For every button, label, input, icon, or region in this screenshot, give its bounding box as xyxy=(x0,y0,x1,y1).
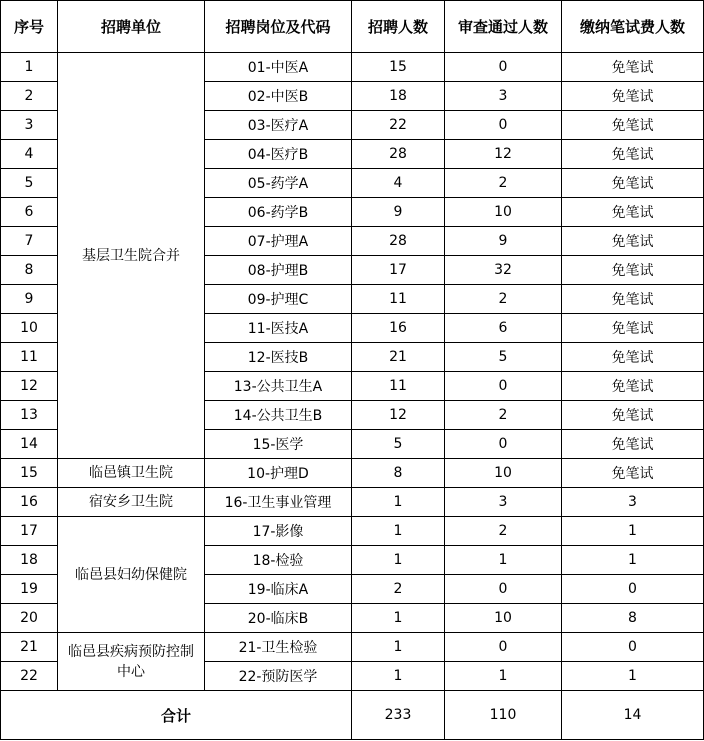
row-number: 18 xyxy=(1,546,58,575)
recruit-count: 1 xyxy=(352,633,445,662)
post-cell: 12-医技B xyxy=(205,343,352,372)
post-cell: 13-公共卫生A xyxy=(205,372,352,401)
post-cell: 08-护理B xyxy=(205,256,352,285)
post-cell: 20-临床B xyxy=(205,604,352,633)
recruit-count: 5 xyxy=(352,430,445,459)
fee-count: 免笔试 xyxy=(562,285,704,314)
fee-count: 1 xyxy=(562,546,704,575)
passed-count: 2 xyxy=(445,285,562,314)
total-label: 合计 xyxy=(1,691,352,740)
post-cell: 07-护理A xyxy=(205,227,352,256)
post-cell: 15-医学 xyxy=(205,430,352,459)
row-number: 21 xyxy=(1,633,58,662)
total-passed: 110 xyxy=(445,691,562,740)
table-body xyxy=(1,53,704,740)
recruit-count: 1 xyxy=(352,488,445,517)
fee-count: 免笔试 xyxy=(562,372,704,401)
row-number: 17 xyxy=(1,517,58,546)
row-number: 13 xyxy=(1,401,58,430)
fee-count: 免笔试 xyxy=(562,82,704,111)
row-number: 15 xyxy=(1,459,58,488)
fee-count: 免笔试 xyxy=(562,53,704,82)
row-number: 22 xyxy=(1,662,58,691)
passed-count: 0 xyxy=(445,53,562,82)
post-cell: 05-药学A xyxy=(205,169,352,198)
fee-count: 免笔试 xyxy=(562,227,704,256)
table-row xyxy=(1,488,704,517)
fee-count: 8 xyxy=(562,604,704,633)
row-number: 12 xyxy=(1,372,58,401)
recruit-count: 28 xyxy=(352,227,445,256)
recruit-count: 28 xyxy=(352,140,445,169)
post-cell: 04-医疗B xyxy=(205,140,352,169)
post-cell: 02-中医B xyxy=(205,82,352,111)
fee-count: 0 xyxy=(562,633,704,662)
passed-count: 9 xyxy=(445,227,562,256)
header-unit: 招聘单位 xyxy=(58,1,205,53)
passed-count: 0 xyxy=(445,575,562,604)
fee-count: 免笔试 xyxy=(562,256,704,285)
recruit-count: 17 xyxy=(352,256,445,285)
total-recruit: 233 xyxy=(352,691,445,740)
passed-count: 2 xyxy=(445,401,562,430)
passed-count: 2 xyxy=(445,517,562,546)
recruit-count: 11 xyxy=(352,285,445,314)
fee-count: 1 xyxy=(562,517,704,546)
recruit-count: 16 xyxy=(352,314,445,343)
post-cell: 18-检验 xyxy=(205,546,352,575)
passed-count: 0 xyxy=(445,372,562,401)
table-row xyxy=(1,517,704,546)
fee-count: 免笔试 xyxy=(562,401,704,430)
recruit-count: 21 xyxy=(352,343,445,372)
row-number: 19 xyxy=(1,575,58,604)
row-number: 8 xyxy=(1,256,58,285)
header-post: 招聘岗位及代码 xyxy=(205,1,352,53)
passed-count: 3 xyxy=(445,82,562,111)
recruit-count: 22 xyxy=(352,111,445,140)
post-cell: 06-药学B xyxy=(205,198,352,227)
header-passed: 审查通过人数 xyxy=(445,1,562,53)
unit-cell: 基层卫生院合并 xyxy=(58,53,205,459)
passed-count: 10 xyxy=(445,604,562,633)
row-number: 2 xyxy=(1,82,58,111)
header-row xyxy=(1,1,704,53)
recruit-count: 18 xyxy=(352,82,445,111)
passed-count: 1 xyxy=(445,662,562,691)
row-number: 10 xyxy=(1,314,58,343)
row-number: 5 xyxy=(1,169,58,198)
fee-count: 3 xyxy=(562,488,704,517)
recruit-count: 1 xyxy=(352,662,445,691)
fee-count: 免笔试 xyxy=(562,140,704,169)
passed-count: 10 xyxy=(445,198,562,227)
fee-count: 免笔试 xyxy=(562,111,704,140)
post-cell: 21-卫生检验 xyxy=(205,633,352,662)
recruit-count: 8 xyxy=(352,459,445,488)
header-fee: 缴纳笔试费人数 xyxy=(562,1,704,53)
passed-count: 0 xyxy=(445,111,562,140)
row-number: 14 xyxy=(1,430,58,459)
passed-count: 1 xyxy=(445,546,562,575)
post-cell: 09-护理C xyxy=(205,285,352,314)
unit-cell: 临邑县疾病预防控制中心 xyxy=(58,633,205,691)
passed-count: 12 xyxy=(445,140,562,169)
row-number: 9 xyxy=(1,285,58,314)
post-cell: 22-预防医学 xyxy=(205,662,352,691)
fee-count: 免笔试 xyxy=(562,343,704,372)
passed-count: 0 xyxy=(445,430,562,459)
post-cell: 17-影像 xyxy=(205,517,352,546)
row-number: 11 xyxy=(1,343,58,372)
recruit-count: 15 xyxy=(352,53,445,82)
row-number: 6 xyxy=(1,198,58,227)
passed-count: 6 xyxy=(445,314,562,343)
recruit-count: 1 xyxy=(352,546,445,575)
row-number: 20 xyxy=(1,604,58,633)
unit-cell: 临邑县妇幼保健院 xyxy=(58,517,205,633)
header-no: 序号 xyxy=(1,1,58,53)
post-cell: 03-医疗A xyxy=(205,111,352,140)
row-number: 16 xyxy=(1,488,58,517)
total-row xyxy=(1,691,704,740)
table-row xyxy=(1,633,704,662)
passed-count: 10 xyxy=(445,459,562,488)
post-cell: 01-中医A xyxy=(205,53,352,82)
recruit-count: 1 xyxy=(352,517,445,546)
row-number: 7 xyxy=(1,227,58,256)
fee-count: 免笔试 xyxy=(562,198,704,227)
fee-count: 0 xyxy=(562,575,704,604)
total-fee: 14 xyxy=(562,691,704,740)
header-recruit: 招聘人数 xyxy=(352,1,445,53)
recruit-count: 2 xyxy=(352,575,445,604)
post-cell: 19-临床A xyxy=(205,575,352,604)
passed-count: 2 xyxy=(445,169,562,198)
recruit-count: 12 xyxy=(352,401,445,430)
passed-count: 32 xyxy=(445,256,562,285)
fee-count: 免笔试 xyxy=(562,314,704,343)
passed-count: 0 xyxy=(445,633,562,662)
recruit-count: 9 xyxy=(352,198,445,227)
table-row xyxy=(1,53,704,82)
post-cell: 10-护理D xyxy=(205,459,352,488)
post-cell: 11-医技A xyxy=(205,314,352,343)
recruit-count: 11 xyxy=(352,372,445,401)
post-cell: 14-公共卫生B xyxy=(205,401,352,430)
table-row xyxy=(1,459,704,488)
fee-count: 1 xyxy=(562,662,704,691)
unit-cell: 宿安乡卫生院 xyxy=(58,488,205,517)
row-number: 3 xyxy=(1,111,58,140)
row-number: 4 xyxy=(1,140,58,169)
unit-cell: 临邑镇卫生院 xyxy=(58,459,205,488)
fee-count: 免笔试 xyxy=(562,169,704,198)
row-number: 1 xyxy=(1,53,58,82)
passed-count: 3 xyxy=(445,488,562,517)
recruit-count: 4 xyxy=(352,169,445,198)
fee-count: 免笔试 xyxy=(562,430,704,459)
post-cell: 16-卫生事业管理 xyxy=(205,488,352,517)
fee-count: 免笔试 xyxy=(562,459,704,488)
passed-count: 5 xyxy=(445,343,562,372)
recruit-count: 1 xyxy=(352,604,445,633)
